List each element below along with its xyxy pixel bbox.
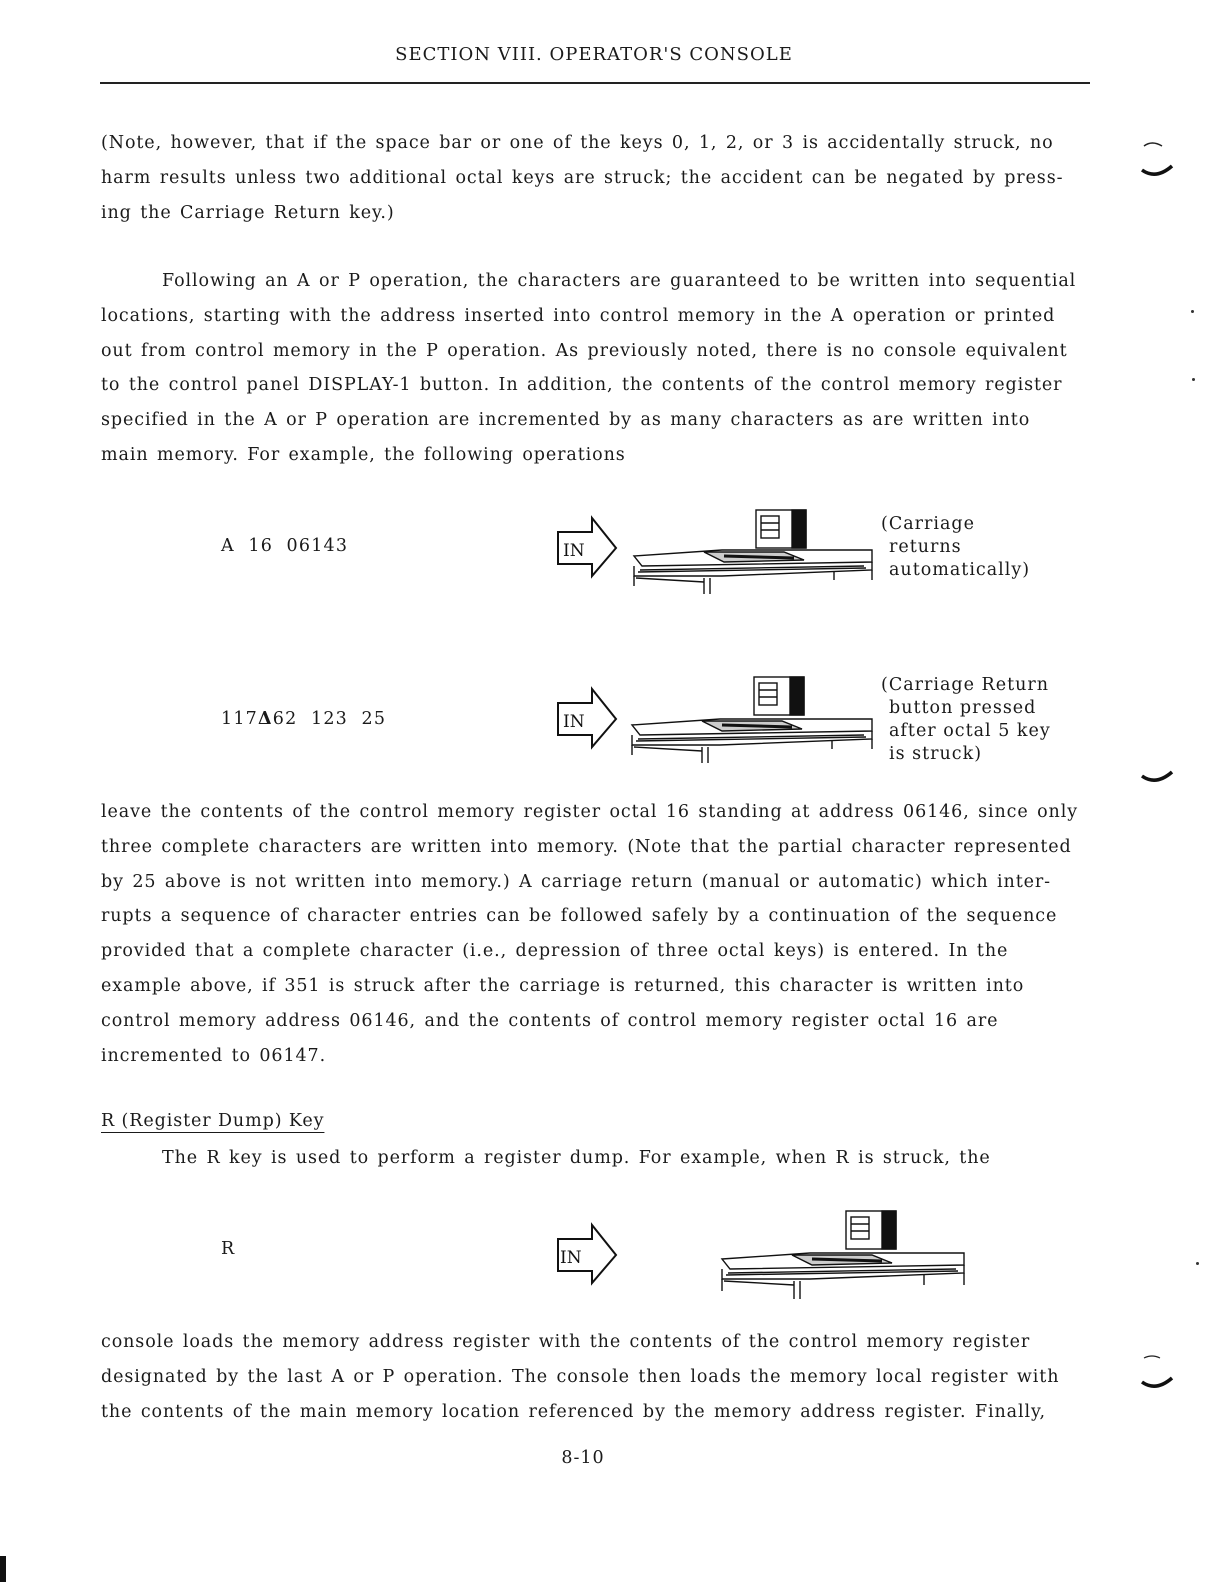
caption-line: (Carriage Return [881, 675, 1050, 695]
example-entry-3: R [221, 1239, 236, 1259]
console-figure-2 [554, 673, 884, 767]
caption-line: automatically) [889, 560, 1031, 580]
delta-symbol: Δ [258, 709, 273, 729]
binder-mark-icon [1138, 140, 1178, 184]
paragraph-note [101, 126, 1101, 230]
text-line: by 25 above is not written into memory.) A carriage return (manual or automatic) which inter- [101, 871, 1051, 892]
section-header: SECTION VIII. OPERATOR'S CONSOLE [395, 44, 793, 65]
text-line: example above, if 351 is struck after the carriage is returned, this character is written into [101, 975, 1025, 996]
text-line: incremented to 06147. [101, 1045, 327, 1066]
caption-line: after octal 5 key [889, 721, 1051, 741]
caption-line: button pressed [889, 698, 1037, 718]
text-line: console loads the memory address register with the contents of the control memory register [101, 1332, 1031, 1352]
text-line: ing the Carriage Return key.) [101, 202, 395, 223]
text-line: leave the contents of the control memory register octal 16 standing at address 06146, since only [101, 802, 1078, 822]
in-arrow-icon [558, 689, 616, 747]
entry-part: 62 123 25 [272, 709, 387, 729]
text-line: Following an A or P operation, the characters are guaranteed to be written into sequential [162, 271, 1077, 291]
paragraph-sequential-locations [101, 264, 1101, 473]
typewriter-console-icon [722, 1211, 964, 1299]
in-label: IN [560, 1248, 582, 1268]
console-figure-3 [554, 1205, 974, 1303]
example-entry-2 [221, 709, 386, 729]
text-line: provided that a complete character (i.e., depression of three octal keys) is entered. In the [101, 941, 1009, 962]
typewriter-console-icon [634, 510, 872, 594]
example-entry-1: A 16 06143 [221, 536, 349, 556]
speck-mark [1192, 378, 1195, 381]
caption-line: returns [889, 537, 962, 557]
in-label: IN [563, 712, 585, 732]
console-figure-1 [554, 506, 884, 600]
example-caption-1 [881, 513, 1030, 582]
in-arrow-icon [558, 1225, 616, 1283]
binder-mark-icon [1138, 768, 1178, 792]
text-line: to the control panel DISPLAY-1 button. In addition, the contents of the control memory register [101, 375, 1063, 396]
caption-line: (Carriage [881, 514, 975, 534]
text-line: the contents of the main memory location referenced by the memory address register. Finally, [101, 1401, 1046, 1422]
header-rule [100, 82, 1090, 84]
text-line: designated by the last A or P operation. The console then loads the memory local register with [101, 1366, 1060, 1387]
in-label: IN [563, 541, 585, 561]
speck-mark [1191, 310, 1194, 313]
example-caption-2 [881, 674, 1051, 766]
section-heading: R (Register Dump) Key [101, 1111, 325, 1131]
text-line: The R key is used to perform a register dump. For example, when R is struck, the [162, 1148, 991, 1168]
edge-mark [0, 1556, 6, 1582]
text-line: control memory address 06146, and the contents of control memory register octal 16 are [101, 1010, 999, 1031]
paragraph-results [101, 795, 1101, 1073]
paragraph-r-key [101, 1141, 1101, 1176]
speck-mark [1196, 1262, 1199, 1265]
text-line: rupts a sequence of character entries can be followed safely by a continuation of the sequence [101, 906, 1058, 927]
page-number: 8-10 [561, 1448, 605, 1468]
text-line: out from control memory in the P operation. As previously noted, there is no console equivalent [101, 340, 1068, 361]
text-line: specified in the A or P operation are incremented by as many characters as are written into [101, 410, 1031, 431]
binder-mark-icon [1138, 1352, 1178, 1396]
in-arrow-icon [558, 518, 616, 576]
text-line: three complete characters are written into memory. (Note that the partial character represented [101, 836, 1072, 857]
text-line: locations, starting with the address inserted into control memory in the A operation or printed [101, 305, 1056, 326]
entry-part: 117 [221, 709, 259, 729]
typewriter-console-icon [632, 677, 872, 763]
paragraph-console-loads [101, 1325, 1101, 1429]
text-line: harm results unless two additional octal keys are struck; the accident can be negated by press- [101, 167, 1064, 188]
text-line: (Note, however, that if the space bar or one of the keys 0, 1, 2, or 3 is accidentally struck, no [101, 133, 1054, 153]
text-line: main memory. For example, the following operations [101, 444, 626, 465]
caption-line: is struck) [889, 744, 983, 764]
